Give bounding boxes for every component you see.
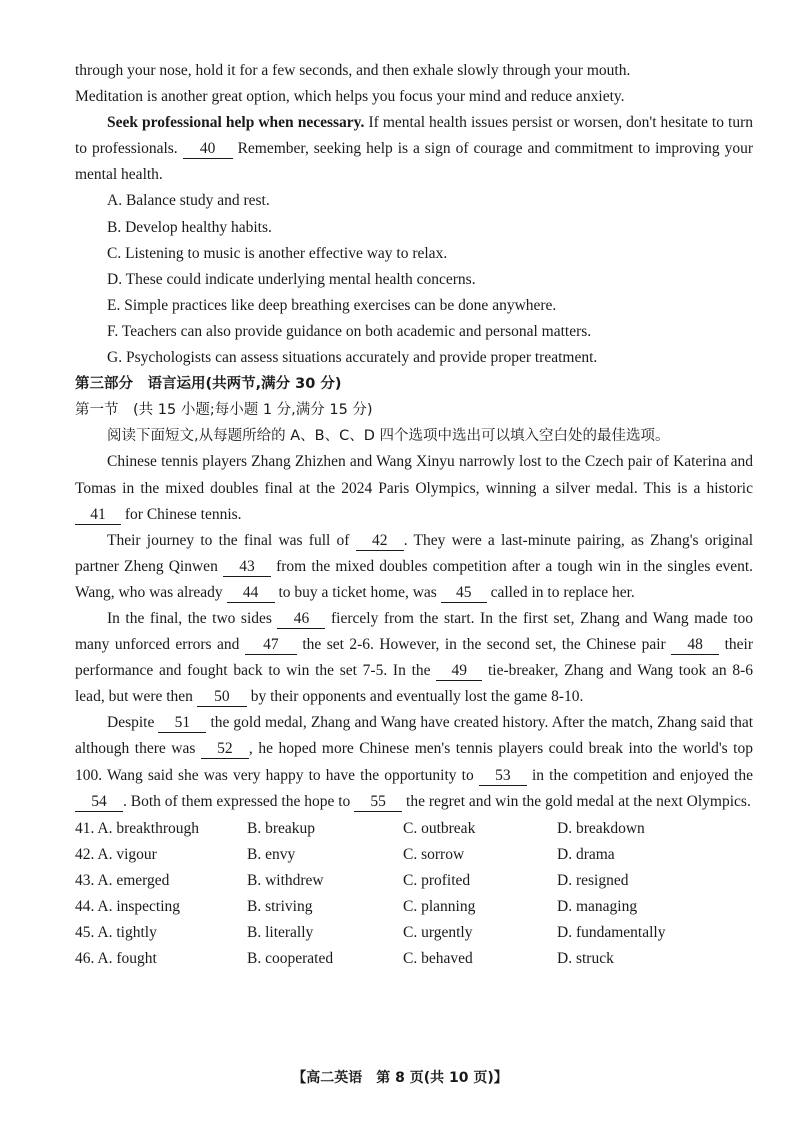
choice-b: B. envy [247, 845, 296, 863]
option-list [75, 188, 753, 371]
blank-49: 49 [436, 662, 482, 681]
blank-52: 52 [201, 740, 249, 759]
choice-a: 41. A. breakthrough [75, 819, 199, 837]
choice-c: C. behaved [403, 950, 473, 968]
text-span: called in to replace her. [490, 583, 635, 601]
choice-a: 45. A. tightly [75, 924, 157, 942]
text-span: the gold medal, Zhang and Wang have created history. After the match, Zhang said that although there was [75, 714, 754, 758]
text-span: for Chinese tennis. [124, 505, 242, 523]
blank-43: 43 [223, 558, 271, 577]
section-title: 第一节 (共 15 小题;每小题 1 分,满分 15 分) [75, 402, 373, 419]
choice-table [75, 816, 753, 973]
blank-50: 50 [197, 688, 247, 707]
choice-c: C. urgently [403, 924, 473, 942]
passage-paragraph-3 [75, 606, 753, 710]
blank-51: 51 [158, 714, 206, 733]
text-span: , he hoped more Chinese men's tennis players could break into the world's top 100. Wang said she was very happy to have the opportunity to [75, 740, 753, 784]
text-span: . Both of them expressed the hope to [123, 792, 351, 810]
option-item: A. Balance study and rest. [107, 192, 270, 210]
page-footer: 【高二英语 第 8 页(共 10 页)】 [292, 1070, 508, 1086]
choice-row [75, 816, 753, 842]
choice-d: D. drama [557, 845, 615, 863]
text-span: by their opponents and eventually lost the game 8-10. [250, 688, 584, 706]
choice-c: C. profited [403, 871, 471, 889]
choice-a: 42. A. vigour [75, 845, 157, 863]
choice-b: B. cooperated [247, 950, 334, 968]
text-span: If mental health issues persist or worsen, don't hesitate to turn to professionals. [75, 114, 753, 158]
choice-d: D. fundamentally [557, 924, 666, 942]
option-item: G. Psychologists can assess situations accurately and provide proper treatment. [107, 349, 598, 367]
choice-d: D. resigned [557, 871, 629, 889]
text-span: their performance and fought back to win the set 7-5. In the [75, 636, 753, 680]
page-content [75, 58, 753, 972]
text-span: tie-breaker, Zhang and Wang took an 8-6 lead, but were then [75, 662, 754, 706]
passage-paragraph-4 [75, 710, 753, 814]
text-line: Meditation is another great option, which helps you focus your mind and reduce anxiety. [75, 88, 625, 106]
paragraph-heading: Seek professional help when necessary. [107, 114, 365, 132]
choice-row [75, 920, 753, 946]
choice-d: D. managing [557, 898, 638, 915]
blank-44: 44 [227, 584, 275, 603]
choice-c: C. planning [403, 898, 476, 915]
choice-d: D. breakdown [557, 819, 645, 837]
text-span: in the competition and enjoyed the [531, 766, 753, 784]
text-span: In the final, the two sides [107, 609, 272, 627]
blank-48: 48 [671, 636, 719, 655]
blank-42: 42 [356, 532, 404, 551]
part-title: 第三部分 语言运用(共两节,满分 30 分) [75, 376, 342, 393]
option-item: E. Simple practices like deep breathing exercises can be done anywhere. [107, 296, 557, 314]
choice-b: B. literally [247, 924, 314, 942]
choice-b: B. withdrew [247, 871, 324, 889]
choice-row [75, 868, 753, 894]
passage-paragraph-1 [75, 449, 753, 527]
text-span: Despite [107, 714, 155, 732]
blank-55: 55 [354, 793, 402, 812]
choice-a: 43. A. emerged [75, 871, 170, 889]
blank-45: 45 [441, 584, 487, 603]
choice-d: D. struck [557, 950, 614, 968]
choice-c: C. outbreak [403, 819, 476, 837]
blank-47: 47 [245, 636, 297, 655]
paragraph-40 [75, 110, 753, 188]
choice-a: 44. A. inspecting [75, 898, 181, 915]
text-span: fiercely from the start. In the first set, Zhang and Wang made too many unforced errors and [75, 609, 753, 654]
choice-c: C. sorrow [403, 845, 465, 863]
text-span: . They were a last-minute pairing, as Zhang's original partner Zheng Qinwen [75, 531, 754, 575]
choice-a: 46. A. fought [75, 950, 157, 968]
text-span: Remember, seeking help is a sign of courage and commitment to improving your mental health. [75, 140, 754, 184]
blank-40: 40 [183, 140, 233, 159]
option-item: C. Listening to music is another effective way to relax. [107, 244, 448, 262]
choice-b: B. breakup [247, 819, 316, 837]
instruction: 阅读下面短文,从每题所给的 A、B、C、D 四个选项中选出可以填入空白处的最佳选项。 [107, 428, 670, 445]
blank-46: 46 [277, 610, 325, 629]
text-span: to buy a ticket home, was [278, 583, 437, 601]
blank-54: 54 [75, 793, 123, 812]
blank-41: 41 [75, 506, 121, 525]
text-span: the set 2-6. However, in the second set, the Chinese pair [302, 636, 666, 654]
choice-b: B. striving [247, 898, 313, 915]
option-item: B. Develop healthy habits. [107, 218, 272, 236]
passage-paragraph-2 [75, 528, 753, 606]
blank-53: 53 [479, 767, 527, 786]
option-item: F. Teachers can also provide guidance on both academic and personal matters. [107, 322, 592, 340]
choice-row [75, 842, 753, 868]
choice-row [75, 894, 753, 920]
choice-row [75, 946, 753, 972]
text-span: Chinese tennis players Zhang Zhizhen and Wang Xinyu narrowly lost to the Czech pair of Katerina and Tomas in the mixed doubles final at the 2024 Paris Olympics, winning a silver medal. This is a historic [75, 453, 753, 497]
text-line: through your nose, hold it for a few seconds, and then exhale slowly through your mouth. [75, 62, 631, 79]
option-item: D. These could indicate underlying mental health concerns. [107, 270, 476, 288]
text-span: from the mixed doubles competition after a tough win in the singles event. Wang, who was already [75, 557, 754, 601]
text-span: Their journey to the final was full of [107, 531, 350, 549]
text-span: the regret and win the gold medal at the next Olympics. [406, 792, 751, 810]
